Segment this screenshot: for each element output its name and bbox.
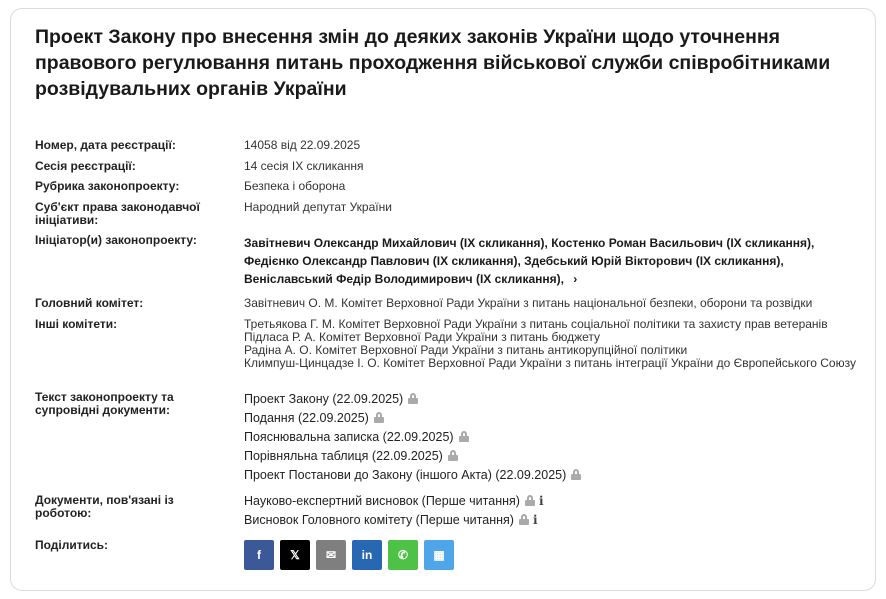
linkedin-icon: in xyxy=(361,547,373,562)
share-x-button[interactable] xyxy=(280,540,310,570)
share-email-button[interactable] xyxy=(316,540,346,570)
value: Завітневич О. М. Комітет Верховної Ради України з питань національної безпеки, оборони та розвідки xyxy=(244,296,813,310)
value: 14 сесія IX скликання xyxy=(244,159,364,173)
qr-icon: ▦ xyxy=(433,547,445,562)
share-linkedin-button[interactable] xyxy=(352,540,382,570)
label: Номер, дата реєстрації: xyxy=(35,138,176,152)
label: Головний комітет: xyxy=(35,296,144,310)
more-chevron-icon[interactable]: › xyxy=(573,272,578,286)
label: Суб'єкт права законодавчої ініціативи: xyxy=(35,200,200,227)
committee-line: Радіна А. О. Комітет Верховної Ради України з питань антикорупційної політики xyxy=(244,343,688,357)
committee-line: Климпуш-Цинцадзе І. О. Комітет Верховної Ради України з питань інтеграції України до Європейського Союзу xyxy=(244,356,856,370)
doc-link[interactable]: Проект Постанови до Закону (іншого Акта) (22.09.2025) xyxy=(244,468,567,482)
lock-icon xyxy=(408,393,418,404)
info-icon[interactable]: i xyxy=(532,513,538,527)
docs-list xyxy=(244,390,864,485)
value: Народний депутат України xyxy=(244,200,392,214)
committee-line: Третьякова Г. М. Комітет Верховної Ради України з питань соціальної політики та захисту прав ветеранів xyxy=(244,317,828,331)
initiator-line[interactable]: Федієнко Олександр Павлович (IX скликання), Здебський Юрій Вікторович (IX скликання), xyxy=(244,254,784,268)
doc-link[interactable]: Проект Закону (22.09.2025) xyxy=(244,392,404,406)
label: Поділитись: xyxy=(35,538,109,552)
facebook-icon: f xyxy=(257,547,261,562)
doc-link[interactable]: Висновок Головного комітету (Перше читання) xyxy=(244,513,514,527)
share-buttons xyxy=(244,540,864,570)
doc-link[interactable]: Порівняльна таблиця (22.09.2025) xyxy=(244,449,443,463)
label: Інші комітети: xyxy=(35,317,118,331)
page-title: Проект Закону про внесення змін до деяких законів України щодо уточнення правового регулювання питань проходження військової служби співробітниками розвідувальних органів України xyxy=(35,26,831,100)
share-qr-button[interactable] xyxy=(424,540,454,570)
label: Текст законопроекту та супровідні документи: xyxy=(35,390,174,417)
doc-link[interactable]: Подання (22.09.2025) xyxy=(244,411,369,425)
lock-icon xyxy=(519,514,529,525)
lock-icon xyxy=(571,469,581,480)
lock-icon xyxy=(525,495,535,506)
doc-link[interactable]: Науково-експертний висновок (Перше читання) xyxy=(244,494,520,508)
email-icon: ✉ xyxy=(325,547,337,562)
lock-icon xyxy=(374,412,384,423)
label: Рубрика законопроекту: xyxy=(35,179,180,193)
initiator-line[interactable]: Завітневич Олександр Михайлович (IX скликання), Костенко Роман Васильович (IX скликання), xyxy=(244,236,815,250)
committee-line: Підласа Р. А. Комітет Верховної Ради України з питань бюджету xyxy=(244,330,601,344)
doc-link[interactable]: Пояснювальна записка (22.09.2025) xyxy=(244,430,454,444)
value: 14058 від 22.09.2025 xyxy=(244,138,361,152)
committees-list xyxy=(244,318,864,370)
share-facebook-button[interactable] xyxy=(244,540,274,570)
related-list xyxy=(244,492,864,530)
whatsapp-icon: ✆ xyxy=(397,547,409,562)
lock-icon xyxy=(459,431,469,442)
initiator-line[interactable]: Веніславський Федір Володимирович (IX скликання), xyxy=(244,272,564,286)
info-icon[interactable]: i xyxy=(538,494,544,508)
share-whatsapp-button[interactable] xyxy=(388,540,418,570)
lock-icon xyxy=(448,450,458,461)
x-icon: 𝕏 xyxy=(290,547,300,562)
label: Сесія реєстрації: xyxy=(35,159,136,173)
value: Безпека і оборона xyxy=(244,179,346,193)
label: Ініціатор(и) законопроекту: xyxy=(35,233,197,247)
label: Документи, пов'язані із роботою: xyxy=(35,493,174,520)
initiators-list xyxy=(244,234,864,288)
